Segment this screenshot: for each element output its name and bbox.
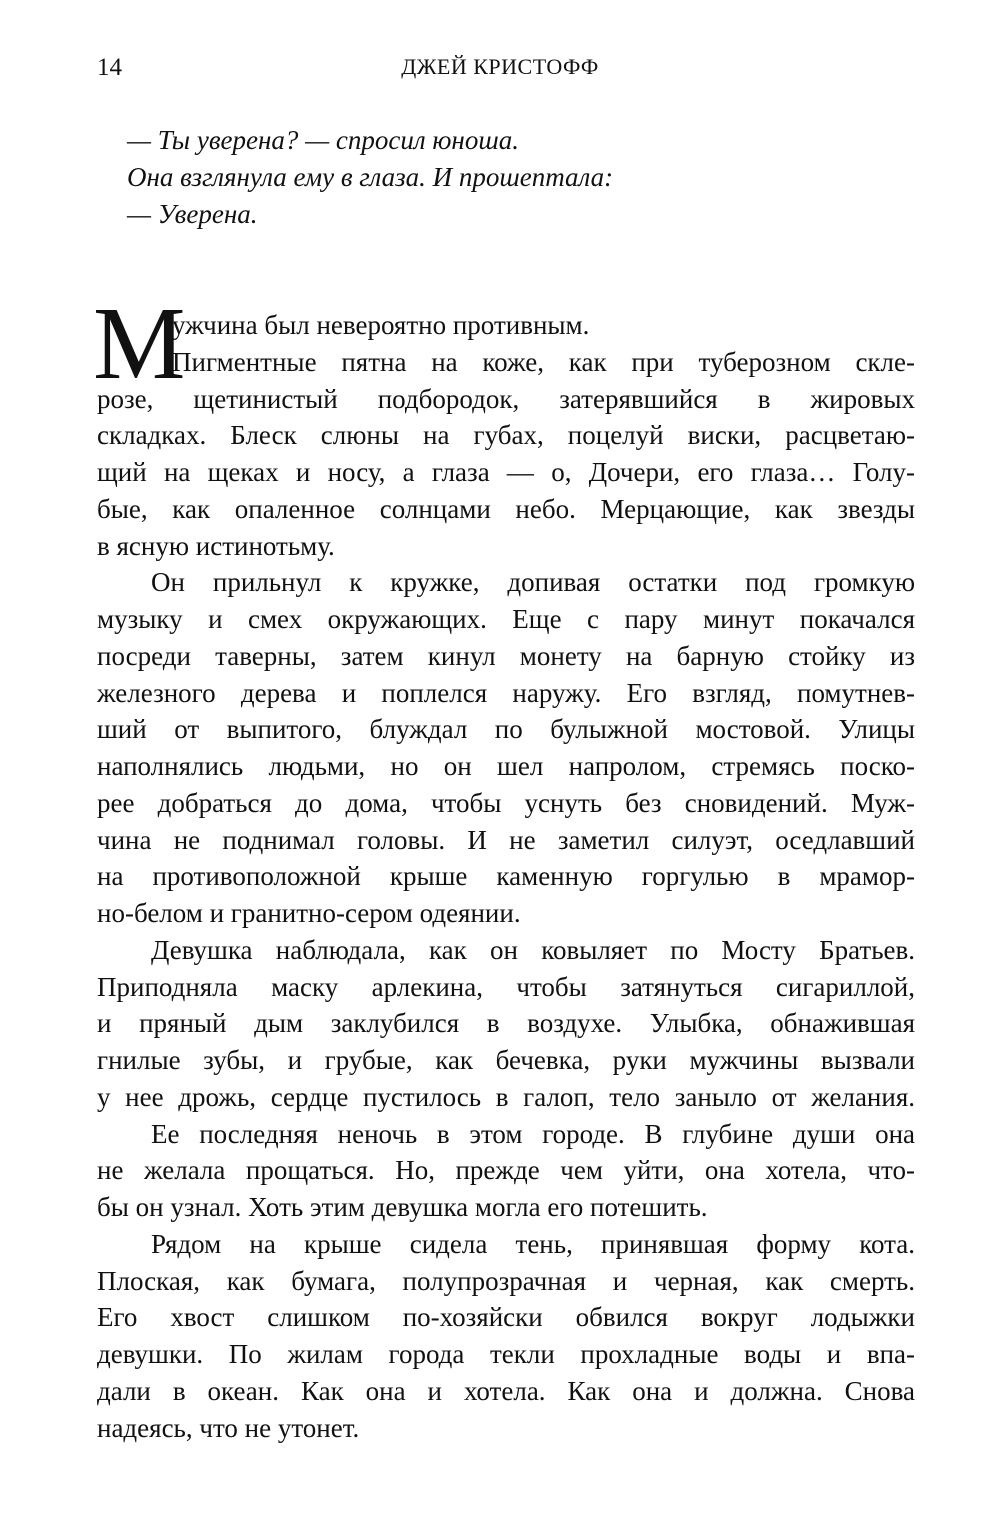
text-line: железного дерева и поплелся наружу. Его взгляд, помутнев-	[97, 677, 915, 708]
text-line: посреди таверны, затем кинул монету на барную стойку из	[97, 640, 915, 671]
text-line: ший от выпитого, блуждал по булыжной мостовой. Улицы	[97, 714, 915, 745]
text-line: Рядом на крыше сидела тень, принявшая форму кота.	[151, 1228, 915, 1259]
text-line: Его хвост слишком по-хозяйски обвился вокруг лодыжки	[97, 1302, 915, 1333]
text-line: розе, щетинистый подбородок, затерявшийся в жировых	[97, 383, 915, 414]
text-line: девушки. По жилам города текли прохладные воды и впа-	[97, 1339, 915, 1369]
text-line: наполнялись людьми, но он шел напролом, стремясь поско-	[97, 751, 915, 781]
text-line: Он прильнул к кружке, допивая остатки под громкую	[151, 567, 915, 598]
text-line: щий на щеках и носу, а глаза — о, Дочери, его глаза… Голу-	[97, 457, 915, 487]
text-line: бы он узнал. Хоть этим девушка могла его потешить.	[97, 1192, 708, 1222]
text-line: Пигментные пятна на коже, как при туберозном скле-	[172, 346, 915, 377]
epigraph-line: — Уверена.	[127, 199, 258, 229]
text-line: складках. Блеск слюны на губах, поцелуй виски, расцветаю-	[97, 420, 915, 451]
text-line: Плоская, как бумага, полупрозрачная и черная, как смерть.	[97, 1265, 915, 1296]
text-line: дали в океан. Как она и хотела. Как она и должна. Снова	[97, 1375, 915, 1406]
text-line: Ее последняя неночь в этом городе. В глубине души она	[151, 1118, 915, 1149]
text-line: чина не поднимал головы. И не заметил силуэт, оседлавший	[97, 824, 915, 855]
text-line: не желала прощаться. Но, прежде чем уйти, она хотела, что-	[97, 1155, 915, 1186]
text-line: на противоположной крыше каменную горгулью в мрамор-	[97, 861, 915, 892]
text-line: рее добраться до дома, чтобы уснуть без сновидений. Муж-	[97, 787, 915, 818]
text-line: и пряный дым заклубился в воздухе. Улыбка, обнажившая	[97, 1008, 915, 1039]
text-line: гнилые зубы, и грубые, как бечевка, руки мужчины вызвали	[97, 1045, 915, 1075]
epigraph-line: — Ты уверена? — спросил юноша.	[127, 125, 519, 155]
text-line: Приподняла маску арлекина, чтобы затянуться сигариллой,	[97, 971, 915, 1002]
running-head: ДЖЕЙ КРИСТОФФ	[401, 54, 599, 79]
text-line: музыку и смех окружающих. Еще с пару минут покачался	[97, 604, 915, 634]
text-line: надеясь, что не утонет.	[97, 1412, 360, 1443]
drop-cap: М	[93, 286, 186, 401]
text-line: но-белом и гранитно-сером одеянии.	[97, 898, 521, 928]
text-line: в ясную истинотьму.	[97, 530, 335, 561]
text-line: у нее дрожь, сердце пустилось в галоп, тело заныло от желания.	[97, 1081, 915, 1112]
text-line: бые, как опаленное солнцами небо. Мерцающие, как звезды	[97, 493, 915, 524]
text-line: Девушка наблюдала, как он ковыляет по Мосту Братьев.	[151, 934, 915, 965]
page-number: 14	[97, 54, 122, 81]
text-line: ужчина был невероятно противным.	[172, 310, 590, 340]
epigraph-line: Она взглянула ему в глаза. И прошептала:	[127, 162, 614, 192]
